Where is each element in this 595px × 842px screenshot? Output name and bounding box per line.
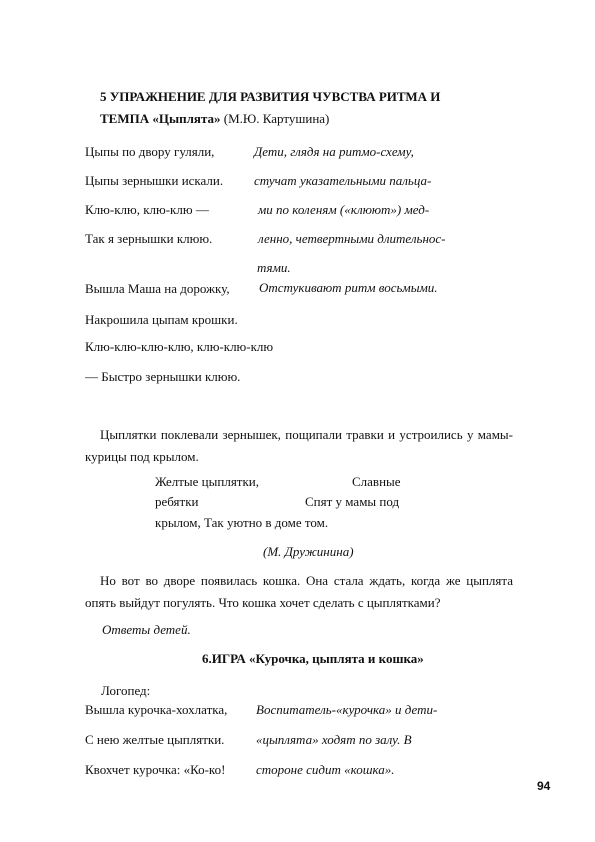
section-title-author: (М.Ю. Картушина) (220, 111, 330, 126)
poem1-line: Клю-клю, клю-клю — (85, 202, 209, 217)
section-title: 6.ИГРА «Курочка, цыплята и кошка» (202, 651, 424, 666)
section-title-line2 (100, 111, 329, 127)
poem1-line: Цыпы по двору гуляли, (85, 144, 215, 159)
poem2-line: Спят у мамы под (305, 494, 400, 509)
paragraph: Цыплятки поклевали зернышек, пощипали травки и устроились у мамы-курицы под крылом. (85, 427, 513, 464)
section-title-line1: 5 УПРАЖНЕНИЕ ДЛЯ РАЗВИТИЯ ЧУВСТВА РИТМА И (100, 89, 441, 104)
section-title-name: ТЕМПА «Цыплята» (100, 111, 221, 126)
stage-direction: «цыплята» ходят по залу. В (256, 732, 412, 747)
speaker-label: Логопед: (101, 683, 151, 698)
poem1-line: Накрошила цыпам крошки. (85, 312, 238, 327)
poem1-line: Клю-клю-клю-клю, клю-клю-клю (85, 339, 274, 354)
game-line: Квохчет курочка: «Ко-ко! (85, 762, 226, 777)
poem2-line: Славные (352, 474, 401, 489)
poem-author: (М. Дружинина) (263, 544, 354, 559)
game-line: Вышла курочка-хохлатка, (85, 702, 228, 717)
answers-note: Ответы детей. (102, 622, 191, 637)
stage-direction: ми по коленям («клюют») мед- (258, 202, 430, 217)
poem1-line: — Быстро зернышки клюю. (85, 369, 241, 384)
poem2-line: Желтые цыплятки, (155, 474, 259, 489)
game-line: С нею желтые цыплятки. (85, 732, 225, 747)
stage-direction: стороне сидит «кошка». (256, 762, 395, 777)
poem1-line: Цыпы зернышки искали. (85, 173, 224, 188)
poem1-line: Так я зернышки клюю. (85, 231, 213, 246)
stage-direction: тями. (257, 260, 291, 275)
stage-direction: стучат указательными пальца- (254, 173, 432, 188)
stage-direction: ленно, четвертными длительнос- (258, 231, 446, 246)
poem2-line: ребятки (155, 494, 199, 509)
stage-direction: Воспитатель-«курочка» и дети- (256, 702, 438, 717)
poem2-line: крылом, Так уютно в доме том. (155, 515, 329, 530)
poem1-line: Вышла Маша на дорожку, (85, 281, 230, 296)
stage-direction: Отстукивают ритм восьмыми. (259, 280, 438, 295)
stage-direction: Дети, глядя на ритмо-схему, (254, 144, 414, 159)
page-number: 94 (537, 779, 551, 793)
paragraph: Но вот во дворе появилась кошка. Она стала ждать, когда же цыплята опять выйдут погулять. Что кошка хочет сделать с цыплятками? (85, 573, 513, 610)
